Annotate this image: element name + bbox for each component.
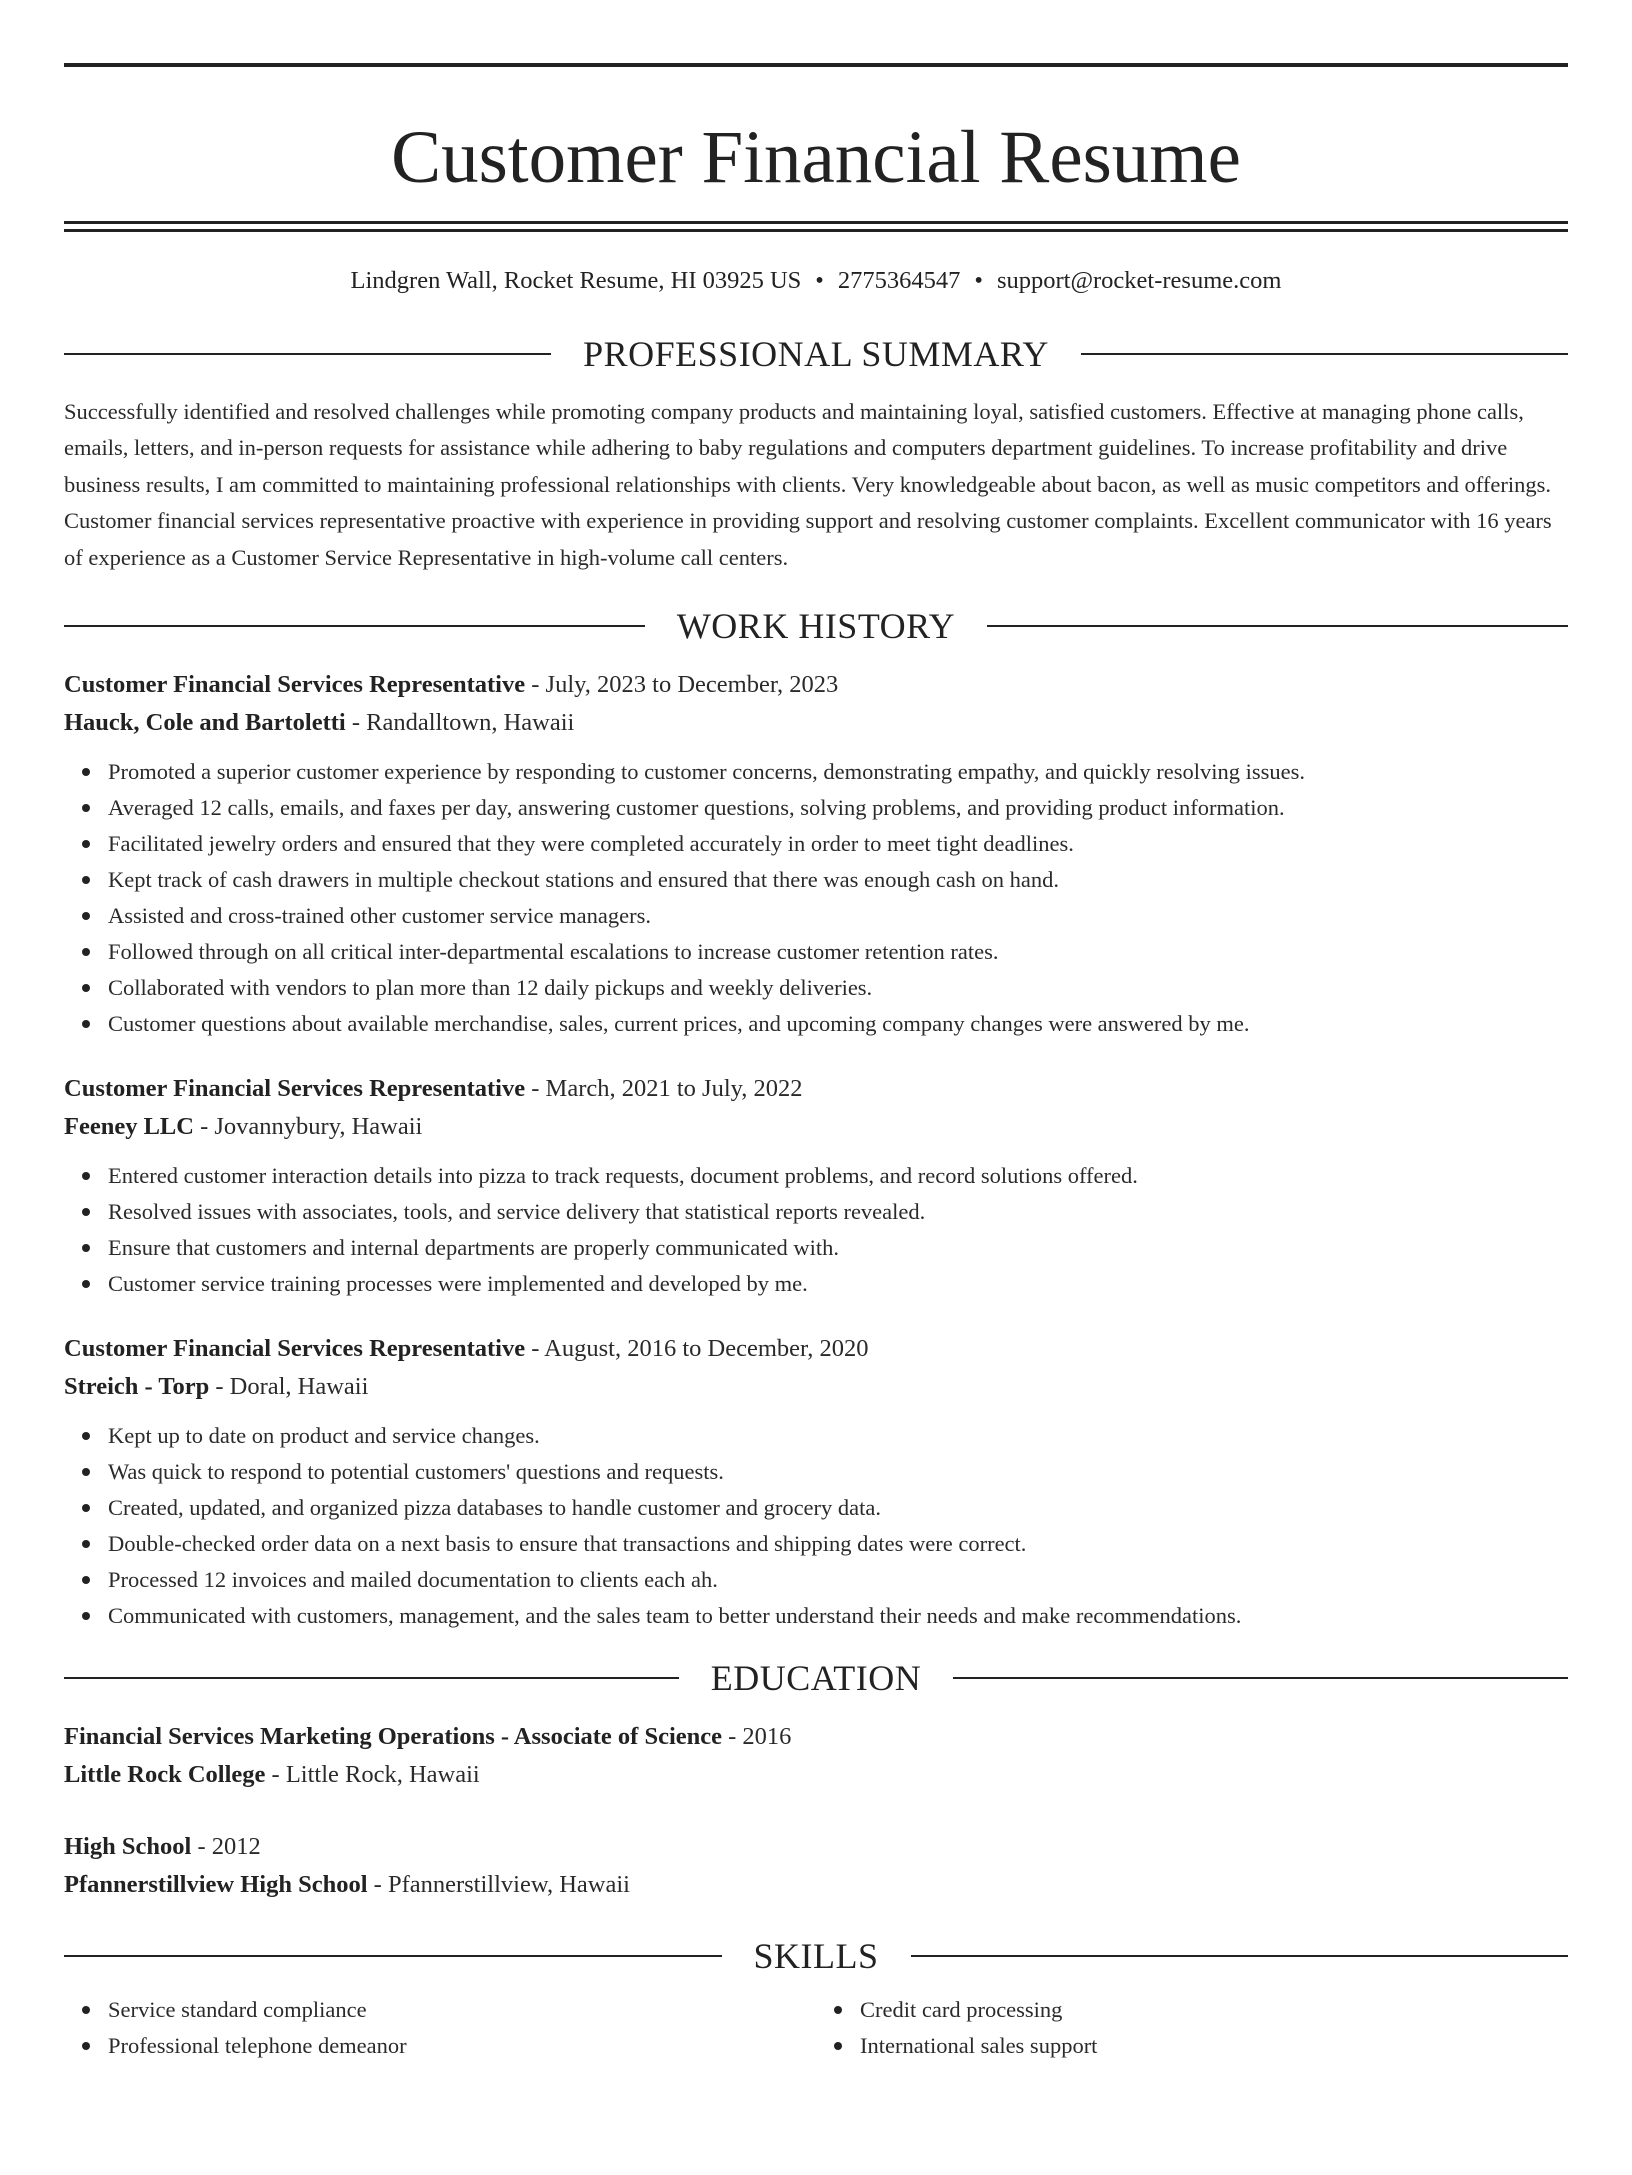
list-item: Communicated with customers, management, and the sales team to better understand their needs and make recommendations. — [108, 1598, 1568, 1634]
job-company-line — [64, 1108, 1568, 1146]
education-degree: High School — [64, 1833, 192, 1861]
list-item: Double-checked order data on a next basis to ensure that transactions and shipping dates were correct. — [108, 1526, 1568, 1562]
list-item: Kept up to date on product and service changes. — [108, 1418, 1568, 1454]
job-title-line — [64, 1070, 1568, 1108]
section-divider — [64, 353, 551, 355]
section-divider — [64, 625, 645, 627]
section-title-skills: SKILLS — [753, 1936, 879, 1977]
job-title: Customer Financial Services Representative — [64, 671, 526, 699]
education-year: - 2016 — [722, 1723, 792, 1751]
job-title: Customer Financial Services Representative — [64, 1335, 526, 1363]
section-divider — [953, 1677, 1568, 1679]
skill-item: Credit card processing — [860, 1992, 1568, 2028]
contact-phone: 2775364547 — [837, 267, 961, 294]
list-item: Customer service training processes were implemented and developed by me. — [108, 1266, 1568, 1302]
education-location: - Pfannerstillview, Hawaii — [367, 1871, 630, 1899]
job-entry — [64, 1330, 1568, 1634]
list-item: Kept track of cash drawers in multiple checkout stations and ensured that there was enough cash on hand. — [108, 862, 1568, 898]
education-school-line — [64, 1756, 1568, 1794]
job-location: - Randalltown, Hawaii — [345, 709, 575, 737]
contact-separator: • — [974, 267, 983, 294]
section-divider — [1081, 353, 1568, 355]
list-item: Created, updated, and organized pizza databases to handle customer and grocery data. — [108, 1490, 1568, 1526]
section-divider — [64, 1677, 679, 1679]
job-title: Customer Financial Services Representative — [64, 1075, 526, 1103]
job-company-line — [64, 1368, 1568, 1406]
section-title-education: EDUCATION — [710, 1658, 922, 1699]
section-divider — [64, 1955, 722, 1957]
list-item: Ensure that customers and internal departments are properly communicated with. — [108, 1230, 1568, 1266]
top-rule — [64, 63, 1568, 67]
education-degree-line — [64, 1828, 1568, 1866]
job-bullets — [64, 1158, 1568, 1302]
job-company: Streich - Torp — [64, 1373, 210, 1401]
job-entry — [64, 1070, 1568, 1302]
list-item: Collaborated with vendors to plan more than 12 daily pickups and weekly deliveries. — [108, 970, 1568, 1006]
list-item: Facilitated jewelry orders and ensured that they were completed accurately in order to meet tight deadlines. — [108, 826, 1568, 862]
job-company: Feeney LLC — [64, 1113, 194, 1141]
job-location: - Jovannybury, Hawaii — [193, 1113, 423, 1141]
title-double-rule — [64, 221, 1568, 232]
skills-grid — [64, 1992, 1568, 2064]
section-header-summary — [64, 332, 1568, 376]
education-entry — [64, 1828, 1568, 1904]
section-header-skills — [64, 1934, 1568, 1978]
list-item: Resolved issues with associates, tools, and service delivery that statistical reports revealed. — [108, 1194, 1568, 1230]
resume-title: Customer Financial Resume — [391, 116, 1241, 199]
job-company-line — [64, 704, 1568, 742]
list-item: Was quick to respond to potential customers' questions and requests. — [108, 1454, 1568, 1490]
skills-column-right — [816, 1992, 1568, 2064]
list-item: Processed 12 invoices and mailed documentation to clients each ah. — [108, 1562, 1568, 1598]
skills-list — [816, 1992, 1568, 2064]
education-year: - 2012 — [191, 1833, 261, 1861]
list-item: Customer questions about available merchandise, sales, current prices, and upcoming company changes were answered by me. — [108, 1006, 1568, 1042]
job-dates: - July, 2023 to December, 2023 — [525, 671, 839, 699]
list-item: Averaged 12 calls, emails, and faxes per day, answering customer questions, solving problems, and providing product information. — [108, 790, 1568, 826]
skill-item: Service standard compliance — [108, 1992, 816, 2028]
job-title-line — [64, 1330, 1568, 1368]
education-school: Little Rock College — [64, 1761, 266, 1789]
job-title-line — [64, 666, 1568, 704]
section-header-education — [64, 1656, 1568, 1700]
summary-paragraph: Successfully identified and resolved challenges while promoting company products and maintaining loyal, satisfied customers. Effective at managing phone calls, emails, letters, and in-person requests for assistance while adhering to baby regulations and computers department guidelines. To increase profitability and drive business results, I am committed to maintaining professional relationships with clients. Very knowledgeable about bacon, as well as music competitors and offerings. Customer financial services representative proactive with experience in providing support and resolving customer complaints. Excellent communicator with 16 years of experience as a Customer Service Representative in high-volume call centers. — [64, 399, 1552, 570]
contact-separator: • — [815, 267, 824, 294]
contact-address: Lindgren Wall, Rocket Resume, HI 03925 US — [350, 267, 802, 294]
job-location: - Doral, Hawaii — [209, 1373, 369, 1401]
job-bullets — [64, 1418, 1568, 1634]
job-company: Hauck, Cole and Bartoletti — [64, 709, 346, 737]
section-title-work: WORK HISTORY — [676, 606, 956, 647]
section-divider — [987, 625, 1568, 627]
education-school-line — [64, 1866, 1568, 1904]
contact-line — [64, 264, 1568, 298]
list-item: Entered customer interaction details into pizza to track requests, document problems, and record solutions offered. — [108, 1158, 1568, 1194]
education-location: - Little Rock, Hawaii — [265, 1761, 480, 1789]
education-degree: Financial Services Marketing Operations - Associate of Science — [64, 1723, 722, 1751]
section-title-summary: PROFESSIONAL SUMMARY — [583, 334, 1049, 374]
job-entry — [64, 666, 1568, 1042]
skill-item: International sales support — [860, 2028, 1568, 2064]
job-dates: - March, 2021 to July, 2022 — [525, 1075, 803, 1103]
skills-list — [64, 1992, 816, 2064]
education-entry — [64, 1718, 1568, 1794]
education-degree-line — [64, 1718, 1568, 1756]
section-header-work — [64, 604, 1568, 648]
list-item: Followed through on all critical inter-departmental escalations to increase customer retention rates. — [108, 934, 1568, 970]
skill-item: Professional telephone demeanor — [108, 2028, 816, 2064]
contact-email: support@rocket-resume.com — [996, 267, 1282, 294]
list-item: Assisted and cross-trained other customer service managers. — [108, 898, 1568, 934]
list-item: Promoted a superior customer experience by responding to customer concerns, demonstrating empathy, and quickly resolving issues. — [108, 754, 1568, 790]
skills-column-left — [64, 1992, 816, 2064]
section-divider — [911, 1955, 1569, 1957]
job-bullets — [64, 754, 1568, 1042]
job-dates: - August, 2016 to December, 2020 — [525, 1335, 869, 1363]
education-school: Pfannerstillview High School — [64, 1871, 368, 1899]
resume-page — [0, 63, 1632, 2175]
